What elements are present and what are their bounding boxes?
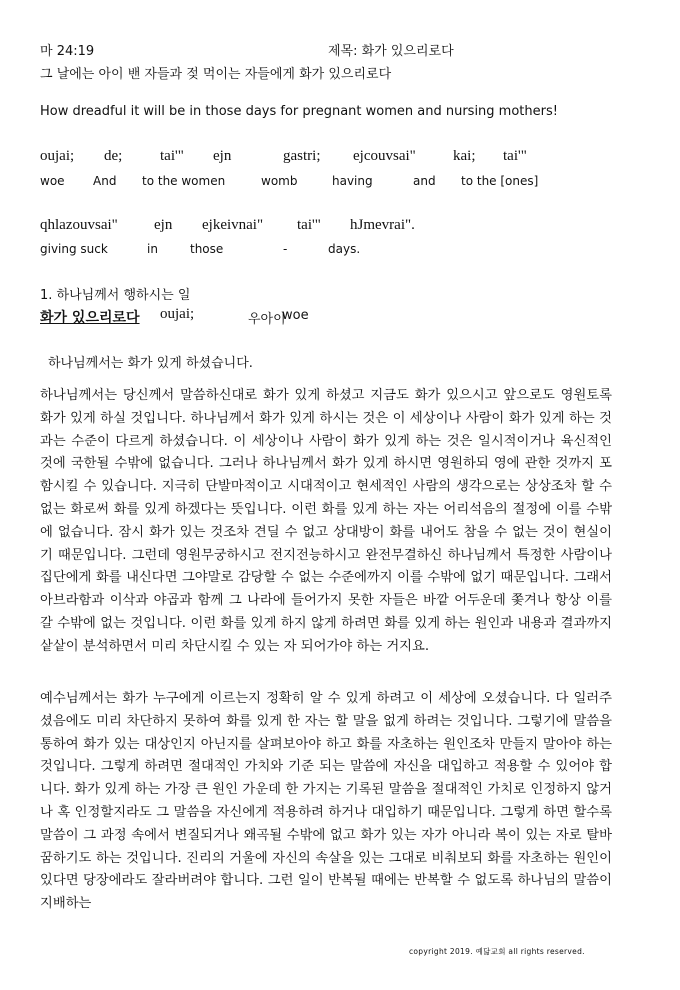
greek-word: de; — [104, 148, 123, 164]
greek-word: kai; — [453, 148, 476, 164]
sermon-title: 제목: 화가 있으리로다 — [328, 44, 454, 59]
greek-word: hJmevrai". — [350, 217, 415, 233]
gloss-word: And — [93, 174, 117, 188]
gloss-word: - — [283, 242, 288, 256]
section-pronunciation: 우아이 — [248, 312, 286, 327]
gloss-word: to the [ones] — [461, 174, 539, 188]
greek-word: tai'" — [297, 217, 321, 233]
greek-word: oujai; — [40, 148, 75, 164]
section-title: 1. 하나님께서 행하시는 일 — [40, 288, 191, 303]
body-paragraph-2: 예수님께서는 화가 누구에게 이르는지 정확히 알 수 있게 하려고 이 세상에 오셨습니다. 다 일러주셨음에도 미리 차단하지 못하여 화를 있게 한 자는 할 말을 없게 하려는 것입니다. 그렇기에 말씀을 통하여 화가 있는 대상인지 아닌지를 살펴보아야 하고 화를 자초하는 원인조차 만들지 말아야 하는 것입니다. 그렇게 하려면 절대적인 가치와 기준 되는 말씀에 자신을 대입하고 적용할 수 있어야 합니다. 화가 있게 하는 가장 큰 원인 가운데 한 가지는 기록된 말씀을 절대적인 가치로 인정하지 않거나 혹 인정할지라도 그 말씀을 자신에게 적용하려 하거나 대입하기 때문입니다. 그렇게 하면 할수록 말씀이 그 과정 속에서 변질되거나 왜곡될 수밖에 없고 화가 있는 자가 아니라 복이 있는 자로 탈바꿈하기도 하는 것입니다. 진리의 거울에 자신의 속살을 있는 그대로 비춰보되 화를 자초하는 원인이 있다면 당장에라도 잘라버려야 합니다. 그런 일이 반복될 때에는 반복할 수 없도록 하나님의 말씀이 지배하는 — [40, 691, 612, 912]
section-greek: oujai; — [160, 306, 195, 322]
greek-word: tai'" — [160, 148, 184, 164]
body-paragraph-1: 하나님께서는 당신께서 말씀하신대로 화가 있게 하셨고 지금도 화가 있으시고 앞으로도 영원토록 화가 있게 하실 것입니다. 하나님께서 화가 있게 하시는 것은 이 세상이나 사람이 화가 있게 하는 것과는 수준이 다르게 하셨습니다. 이 세상이나 사람이 화가 있게 하는 것은 일시적이거나 육신적인 것에 국한될 수밖에 없습니다. 그러나 하나님께서 화가 있게 하시면 영원하되 영에 관한 것까지 포함시킬 수 있습니다. 지극히 단발마적이고 시대적이고 현세적인 사람의 생각으로는 상상조차 할 수 없는 화로써 화를 있게 하겠다는 뜻입니다. 이런 화를 있게 하는 자는 어리석음의 절정에 이를 수밖에 없습니다. 잠시 화가 있는 것조차 견딜 수 없고 상대방이 화를 내어도 참을 수 없는 것이 현실이기 때문입니다. 그런데 영원무궁하시고 전지전능하시고 완전무결하신 하나님께서 특정한 사람이나 집단에게 화를 내신다면 그야말로 감당할 수 없는 수준에까지 이를 수밖에 없기 때문입니다. 그래서 아브라함과 이삭과 야곱과 함께 그 나라에 들어가지 못한 자들은 바깥 어두운데 쫓겨나 항상 이를 갈 수밖에 없는 것입니다. 이런 화를 있게 하지 않게 하려면 화를 있게 하는 원인과 내용과 결과까지 샅샅이 분석하면서 미리 차단시킬 수 있는 자 되어가야 하는 거지요. — [40, 388, 612, 654]
gloss-word: and — [413, 174, 436, 188]
gloss-word: womb — [261, 174, 298, 188]
section-heading: 화가 있으리로다 — [40, 310, 140, 326]
greek-word: gastri; — [283, 148, 321, 164]
gloss-word: to the women — [142, 174, 226, 188]
greek-word: ejcouvsai" — [353, 148, 416, 164]
greek-word: ejkeivnai" — [202, 217, 264, 233]
section-english: woe — [282, 308, 309, 323]
gloss-word: in — [147, 242, 158, 256]
gloss-word: those — [190, 242, 224, 256]
verse-reference: 마 24:19 — [40, 44, 95, 59]
intro-sentence: 하나님께서는 화가 있게 하셨습니다. — [48, 356, 253, 371]
gloss-word: giving suck — [40, 242, 108, 256]
copyright-footer: copyright 2019. 예닮교회 all rights reserved. — [409, 947, 585, 956]
greek-word: qhlazouvsai" — [40, 217, 118, 233]
greek-word: ejn — [154, 217, 173, 233]
gloss-word: days. — [328, 242, 361, 256]
verse-english: How dreadful it will be in those days for pregnant women and nursing mothers! — [40, 104, 558, 119]
verse-korean: 그 날에는 아이 밴 자들과 젖 먹이는 자들에게 화가 있으리로다 — [40, 67, 392, 82]
gloss-word: woe — [40, 174, 65, 188]
gloss-word: having — [332, 174, 373, 188]
greek-word: tai'" — [503, 148, 527, 164]
greek-word: ejn — [213, 148, 232, 164]
